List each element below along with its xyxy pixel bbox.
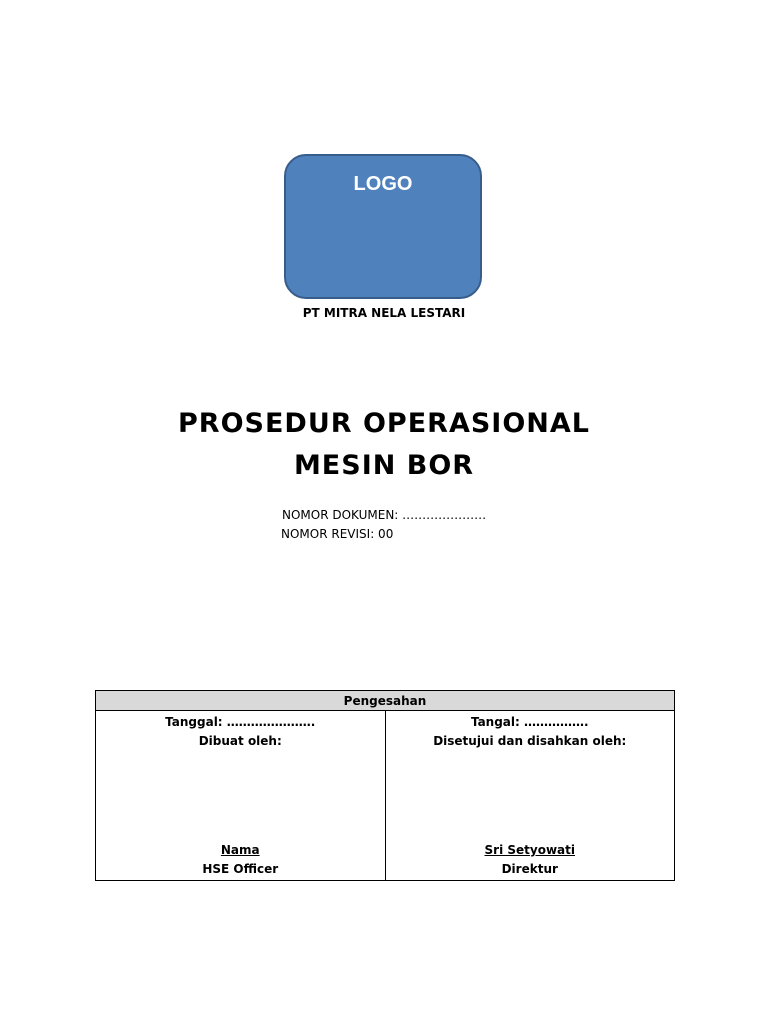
prepared-by-position: HSE Officer xyxy=(202,862,279,876)
prepared-date: Tanggal: …………………. xyxy=(165,715,316,729)
logo-text: LOGO xyxy=(353,173,413,195)
revision-number: NOMOR REVISI: 00 xyxy=(281,527,394,541)
approved-date: Tangal: ……………. xyxy=(470,715,589,729)
approved-by-position: Direktur xyxy=(501,862,558,876)
document-title-line-1: PROSEDUR OPERASIONAL xyxy=(178,408,590,439)
approved-by-name: Sri Setyowati xyxy=(484,843,575,857)
document-title-line-2: MESIN BOR xyxy=(293,450,475,481)
approval-header: Pengesahan xyxy=(96,691,675,711)
company-name: PT MITRA NELA LESTARI xyxy=(302,306,466,320)
prepared-by-label: Dibuat oleh: xyxy=(198,734,282,748)
approval-cell-approved xyxy=(385,711,675,881)
approval-table xyxy=(95,690,675,881)
approval-cell-prepared xyxy=(96,711,386,881)
document-number: NOMOR DOKUMEN: ………………… xyxy=(282,508,487,522)
prepared-by-name: Nama xyxy=(220,843,260,857)
logo-placeholder xyxy=(284,154,482,299)
approved-by-label: Disetujui dan disahkan oleh: xyxy=(433,734,627,748)
